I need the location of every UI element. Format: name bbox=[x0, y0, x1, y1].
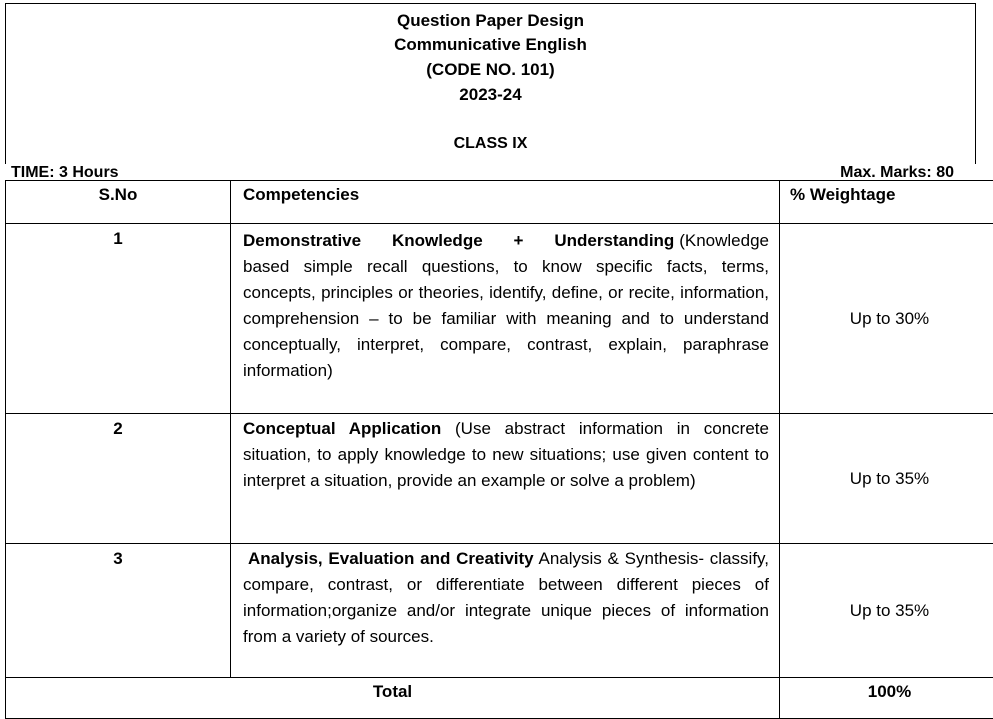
table-row bbox=[6, 544, 993, 678]
total-value: 100% bbox=[780, 678, 993, 719]
total-row bbox=[6, 678, 993, 719]
title-line-1: Question Paper Design bbox=[6, 10, 975, 32]
row-weightage: Up to 30% bbox=[780, 224, 993, 414]
row-weightage: Up to 35% bbox=[780, 414, 993, 544]
row-sno: 1 bbox=[6, 224, 231, 414]
competency-title: Conceptual Application bbox=[243, 419, 441, 438]
row-competency bbox=[231, 544, 780, 678]
row-sno: 3 bbox=[6, 544, 231, 678]
row-weightage: Up to 35% bbox=[780, 544, 993, 678]
column-header-sno: S.No bbox=[6, 181, 231, 224]
header-box bbox=[5, 3, 976, 164]
class-label: CLASS IX bbox=[6, 133, 975, 155]
competency-description: (Use abstract information in concrete situation, to apply knowledge to new situations; use given content to interpret a situation, provide an example or solve a problem) bbox=[243, 419, 769, 490]
title-line-2: Communicative English bbox=[6, 34, 975, 56]
competency-title: Demonstrative Knowledge + Understanding bbox=[243, 231, 674, 250]
table-header-row bbox=[6, 181, 993, 224]
competency-title: Analysis, Evaluation and Creativity bbox=[243, 549, 534, 568]
row-sno: 2 bbox=[6, 414, 231, 544]
title-line-4: 2023-24 bbox=[6, 84, 975, 106]
table-row bbox=[6, 414, 993, 544]
max-marks-label: Max. Marks: 80 bbox=[840, 163, 954, 183]
table-row bbox=[6, 224, 993, 414]
competency-description: (Knowledge based simple recall questions, to know specific facts, terms, concepts, principles or theories, identify, define, or recite, information, comprehension – to be familiar with meaning and to understand conceptually, interpret, compare, contrast, explain, paraphrase information) bbox=[243, 231, 769, 380]
competency-table bbox=[5, 180, 993, 719]
row-competency bbox=[231, 224, 780, 414]
time-label: TIME: 3 Hours bbox=[11, 163, 119, 183]
title-line-3: (CODE NO. 101) bbox=[6, 59, 975, 81]
column-header-weightage: % Weightage bbox=[780, 181, 993, 224]
question-paper-design bbox=[5, 3, 976, 712]
column-header-competencies: Competencies bbox=[231, 181, 780, 224]
row-competency bbox=[231, 414, 780, 544]
total-label: Total bbox=[6, 678, 780, 719]
competency-description: Analysis & Synthesis- classify, compare, contrast, or differentiate between different pieces of information;organize and/or integrate unique pieces of information from a variety of sources. bbox=[243, 549, 769, 646]
